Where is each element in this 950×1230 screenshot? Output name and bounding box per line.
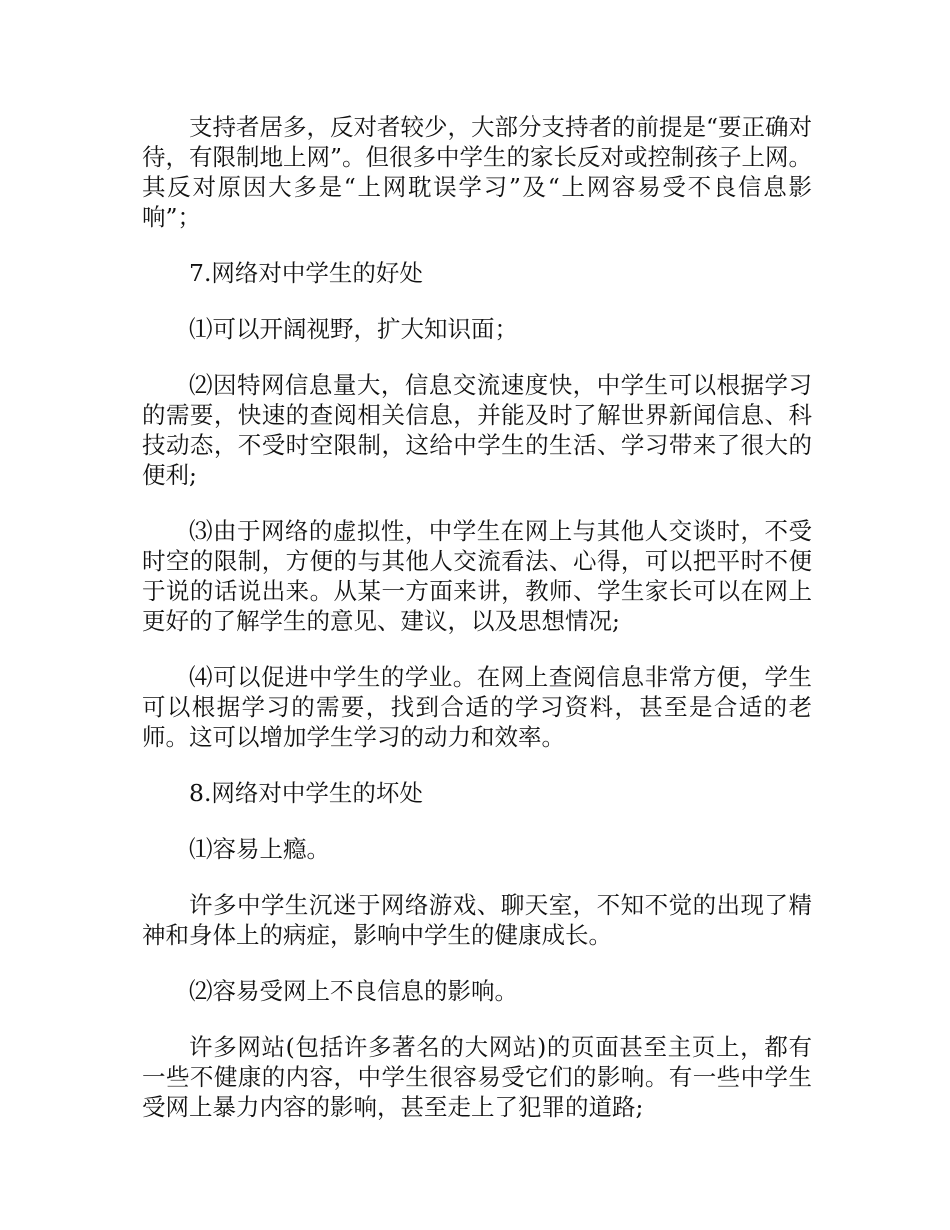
- paragraph-harm-1-detail: 许多中学生沉迷于网络游戏、聊天室，不知不觉的出现了精神和身体上的病症，影响中学生的健康成长。: [142, 891, 812, 949]
- section-heading-harms: 8.网络对中学生的坏处: [189, 779, 423, 807]
- list-item-benefit-2: ⑵因特网信息量大，信息交流速度快，中学生可以根据学习的需要，快速的查阅相关信息，并能及时了解世界新闻信息、科技动态，不受时空限制，这给中学生的生活、学习带来了很大的便利;: [142, 371, 812, 489]
- document-page: [142, 112, 812, 1122]
- list-item-harm-2: ⑵容易受网上不良信息的影响。: [189, 977, 518, 1005]
- paragraph-harm-2-detail: 许多网站(包括许多著名的大网站)的页面甚至主页上，都有一些不健康的内容，中学生很容易受它们的影响。有一些中学生受网上暴力内容的影响，甚至走上了犯罪的道路;: [142, 1033, 812, 1121]
- list-item-benefit-4: ⑷可以促进中学生的学业。在网上查阅信息非常方便，学生可以根据学习的需要，找到合适的学习资料，甚至是合适的老师。这可以增加学生学习的动力和效率。: [142, 663, 812, 751]
- list-item-benefit-3: ⑶由于网络的虚拟性，中学生在网上与其他人交谈时，不受时空的限制，方便的与其他人交流看法、心得，可以把平时不便于说的话说出来。从某一方面来讲，教师、学生家长可以在网上更好的了解学生的意见、建议，以及思想情况;: [142, 517, 812, 635]
- paragraph-support-vs-opposition: 支持者居多，反对者较少，大部分支持者的前提是“要正确对待，有限制地上网”。但很多中学生的家长反对或控制孩子上网。其反对原因大多是“上网耽误学习”及“上网容易受不良信息影响”；: [142, 113, 813, 231]
- section-heading-benefits: 7.网络对中学生的好处: [189, 259, 423, 287]
- list-item-benefit-1: ⑴可以开阔视野，扩大知识面；: [189, 315, 518, 343]
- list-item-harm-1: ⑴容易上瘾。: [189, 835, 330, 863]
